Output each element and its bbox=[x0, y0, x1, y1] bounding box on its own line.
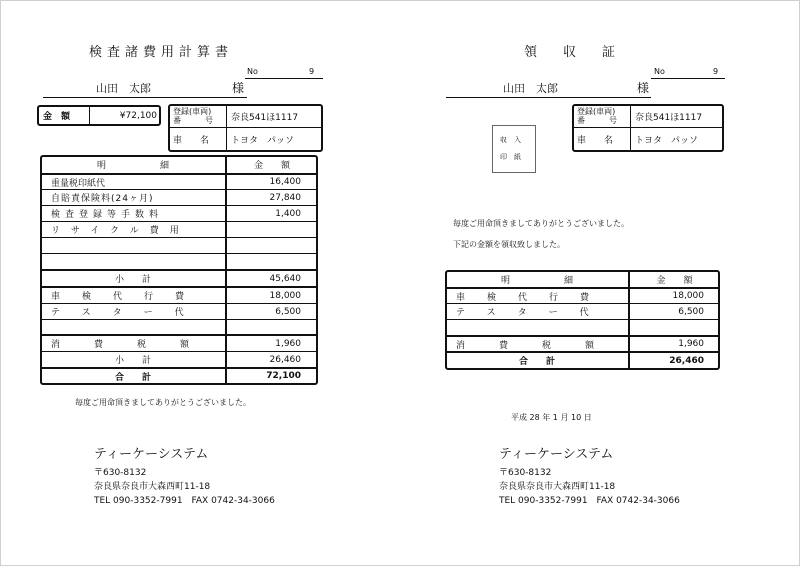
estimate-row-value: 1,960 bbox=[275, 338, 301, 349]
estimate-customer-underline bbox=[43, 97, 247, 98]
estimate-no-label: No bbox=[247, 67, 258, 76]
estimate-row-label: 重量税印紙代 bbox=[51, 178, 106, 189]
receipt-row-value: 18,000 bbox=[672, 291, 704, 301]
estimate-customer-name: 山田 太郎 bbox=[96, 82, 151, 95]
estimate-col-amount: 金 額 bbox=[253, 161, 290, 171]
receipt-company-name: ティーケーシステム bbox=[499, 447, 614, 462]
estimate-row-label: リサイクル費用 bbox=[51, 226, 190, 236]
receipt-reg-label-bottom: 番 号 bbox=[577, 116, 617, 125]
receipt-customer-underline bbox=[446, 97, 651, 98]
receipt-title: 領 収 証 bbox=[524, 45, 616, 60]
receipt-row-label: 消費税額 bbox=[456, 340, 629, 351]
estimate-row-value: 27,840 bbox=[269, 192, 301, 203]
estimate-subtotal2-label: 小 計 bbox=[114, 356, 151, 366]
receipt-col-amount: 金 額 bbox=[656, 275, 693, 286]
receipt-message-thanks: 毎度ご用命頂きましてありがとうございました。 bbox=[453, 219, 629, 228]
receipt-car-value: トヨタ パッソ bbox=[635, 136, 699, 146]
receipt-no-label: No bbox=[654, 67, 665, 76]
estimate-row-value: 16,400 bbox=[269, 177, 301, 187]
estimate-thanks: 毎度ご用命頂きましてありがとうございました。 bbox=[75, 398, 251, 407]
receipt-row-label: テスター代 bbox=[456, 308, 611, 318]
estimate-row-value: 18,000 bbox=[269, 290, 301, 301]
receipt-honorific: 様 bbox=[637, 81, 650, 95]
receipt-reg-label-top: 登録(車両) bbox=[577, 107, 616, 116]
receipt-col-desc: 明 細 bbox=[500, 275, 573, 286]
estimate-row-value: 6,500 bbox=[275, 306, 301, 317]
estimate-reg-label-top: 登録(車両) bbox=[173, 107, 212, 116]
estimate-no-underline bbox=[245, 78, 323, 79]
estimate-reg-value: 奈良541ほ1117 bbox=[231, 112, 299, 123]
estimate-subtotal2-value: 26,460 bbox=[269, 354, 301, 365]
receipt-customer-name: 山田 太郎 bbox=[503, 82, 558, 95]
receipt-no-underline bbox=[651, 78, 725, 79]
estimate-no-value: 9 bbox=[309, 67, 315, 76]
estimate-address: 奈良県奈良市大森西町11-18 bbox=[94, 482, 211, 492]
estimate-postal: 〒630-8132 bbox=[94, 468, 147, 478]
revenue-stamp-box bbox=[492, 125, 536, 173]
receipt-message-received: 下記の金額を領収致しました。 bbox=[453, 240, 565, 249]
revenue-stamp-line1: 収 入 bbox=[500, 136, 521, 144]
receipt-postal: 〒630-8132 bbox=[499, 468, 552, 478]
receipt-date: 平成 28 年 1 月 10 日 bbox=[511, 413, 592, 422]
receipt-address: 奈良県奈良市大森西町11-18 bbox=[499, 482, 616, 492]
receipt-no-value: 9 bbox=[713, 67, 719, 76]
estimate-honorific: 様 bbox=[232, 81, 245, 95]
estimate-row-label: 消費税額 bbox=[51, 340, 224, 350]
estimate-contact: TEL 090-3352-7991 FAX 0742-34-3066 bbox=[94, 496, 275, 506]
estimate-row-value: 1,400 bbox=[275, 208, 301, 219]
estimate-subtotal-label: 小 計 bbox=[114, 275, 151, 285]
estimate-total-value: 72,100 bbox=[266, 371, 301, 381]
estimate-amount-label: 金 額 bbox=[43, 112, 71, 122]
revenue-stamp-line2: 印 紙 bbox=[500, 153, 521, 161]
receipt-contact: TEL 090-3352-7991 FAX 0742-34-3066 bbox=[499, 496, 680, 506]
estimate-total-label: 合 計 bbox=[114, 372, 151, 383]
receipt-total-value: 26,460 bbox=[669, 355, 704, 366]
estimate-col-desc: 明 細 bbox=[96, 161, 169, 171]
estimate-row-label: 自賠責保険料(24ヶ月) bbox=[51, 194, 154, 204]
receipt-reg-value: 奈良541ほ1117 bbox=[635, 112, 703, 123]
estimate-title: 検査諸費用計算書 bbox=[89, 45, 234, 60]
estimate-car-label: 車 名 bbox=[173, 136, 210, 146]
receipt-total-label: 合 計 bbox=[518, 357, 555, 367]
estimate-row-label: テスター代 bbox=[51, 308, 206, 318]
receipt-row-value: 1,960 bbox=[678, 339, 704, 349]
receipt-car-label: 車 名 bbox=[577, 136, 614, 146]
receipt-row-label: 車検代行費 bbox=[456, 292, 612, 303]
estimate-company-name: ティーケーシステム bbox=[94, 447, 209, 462]
receipt-row-value: 6,500 bbox=[678, 306, 704, 317]
estimate-car-value: トヨタ パッソ bbox=[231, 136, 295, 146]
estimate-amount-value: ¥72,100 bbox=[119, 110, 157, 121]
estimate-subtotal-value: 45,640 bbox=[269, 273, 301, 284]
estimate-row-value bbox=[229, 222, 301, 237]
estimate-row-label: 車検代行費 bbox=[51, 292, 207, 302]
estimate-reg-label-bottom: 番 号 bbox=[173, 116, 213, 125]
estimate-row-label: 検査登録等手数料 bbox=[51, 210, 164, 220]
